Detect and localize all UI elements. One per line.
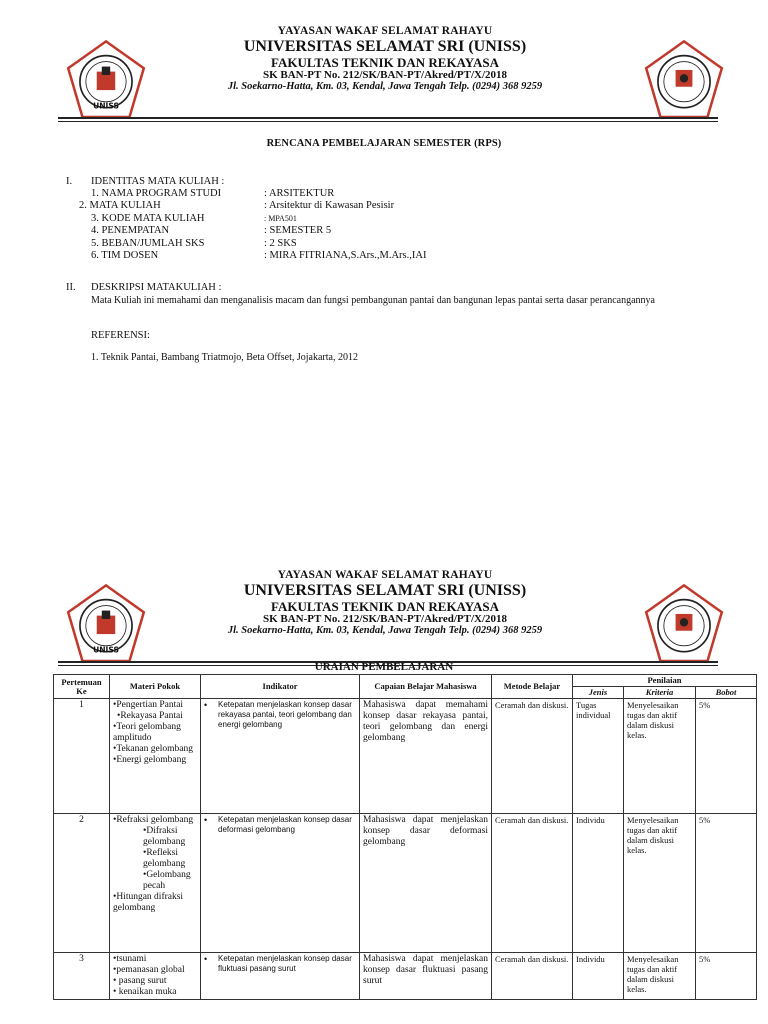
identity-label: 1. NAMA PROGRAM STUDI <box>91 188 222 199</box>
section-number: I. <box>66 176 73 187</box>
outcome-cell: Mahasiswa dapat menjelaskan konsep dasar deformasi gelombang <box>360 814 492 953</box>
identity-label: 4. PENEMPATAN <box>91 225 170 236</box>
bullet-icon: • <box>204 700 208 710</box>
identity-value: : MIRA FITRIANA,S.Ars.,M.Ars.,IAI <box>264 250 427 261</box>
section-heading: DESKRIPSI MATAKULIAH : <box>91 282 222 293</box>
topic-item: •Energi gelombang <box>113 755 187 765</box>
indicator-cell <box>201 814 360 953</box>
reference-item: 1. Teknik Pantai, Bambang Triatmojo, Beta Offset, Jojakarta, 2012 <box>91 352 358 363</box>
method-cell: Ceramah dan diskusi. <box>492 814 573 953</box>
bullet-icon: • <box>204 815 208 825</box>
header-meeting: Pertemuan Ke <box>54 675 110 699</box>
topic-item: •Refraksi gelombang <box>113 815 194 825</box>
topic-item: •tsunami <box>113 954 147 964</box>
outcome-cell: Mahasiswa dapat menjelaskan konsep dasar fluktuasi pasang surut <box>360 953 492 1000</box>
indicator-text: Ketepatan menjelaskan konsep dasar deformasi gelombang <box>218 815 352 834</box>
criteria-cell: Menyelesaikan tugas dan aktif dalam diskusi kelas. <box>624 953 696 1000</box>
header-method: Metode Belajar <box>492 675 573 699</box>
criteria-cell: Menyelesaikan tugas dan aktif dalam diskusi kelas. <box>624 699 696 814</box>
svg-text:UNISS: UNISS <box>93 645 119 655</box>
topic-item: •Difraksi gelombang <box>143 826 186 847</box>
type-cell: Individu <box>573 953 624 1000</box>
university-name: UNIVERSITAS SELAMAT SRI (UNISS) <box>243 581 527 599</box>
header-type: Jenis <box>573 687 624 699</box>
identity-value: : 2 SKS <box>264 238 297 249</box>
table-row <box>54 699 757 814</box>
identity-label: 6. TIM DOSEN <box>91 250 159 261</box>
identity-label: 3. KODE MATA KULIAH <box>91 213 205 224</box>
identity-value: : Arsitektur di Kawasan Pesisir <box>264 200 395 211</box>
letterhead <box>0 570 768 670</box>
identity-value: : SEMESTER 5 <box>264 225 332 236</box>
svg-text:UNISS: UNISS <box>93 101 119 111</box>
indicator-cell <box>201 699 360 814</box>
bullet-icon: • <box>204 954 208 964</box>
header-indicator: Indikator <box>201 675 360 699</box>
identity-row <box>91 188 691 200</box>
table-row <box>54 953 757 1000</box>
header-rule-thin <box>58 121 718 122</box>
topic-item: •Tekanan gelombang <box>113 744 193 754</box>
topic-item: • pasang surut <box>113 976 167 986</box>
weight-cell: 5% <box>696 953 757 1000</box>
type-cell: Individu <box>573 814 624 953</box>
university-logo <box>64 38 148 122</box>
identity-row <box>91 238 691 250</box>
header-topic: Materi Pokok <box>110 675 201 699</box>
topic-item: •Pengertian Pantai <box>113 700 184 710</box>
indicator-text: Ketepatan menjelaskan konsep dasar fluktuasi pasang surut <box>218 954 352 973</box>
header-outcome: Capaian Belajar Mahasiswa <box>360 675 492 699</box>
identity-label: 5. BEBAN/JUMLAH SKS <box>91 238 205 249</box>
identity-label: 2. MATA KULIAH <box>79 200 161 211</box>
topic-item: •Hitungan difraksi gelombang <box>113 892 184 913</box>
foundation-name: YAYASAN WAKAF SELAMAT RAHAYU <box>277 25 493 37</box>
table-title: URAIAN PEMBELAJARAN <box>314 661 454 673</box>
weight-cell: 5% <box>696 699 757 814</box>
topic-item: •pemanasan global <box>113 965 185 975</box>
identity-value: : ARSITEKTUR <box>264 188 335 199</box>
foundation-name: YAYASAN WAKAF SELAMAT RAHAYU <box>277 569 493 581</box>
topic-item: •Rekayasa Pantai <box>117 711 183 721</box>
header-assessment: Penilaian <box>573 675 757 687</box>
section-heading: IDENTITAS MATA KULIAH : <box>91 176 225 187</box>
identity-row <box>91 225 691 237</box>
indicator-cell <box>201 953 360 1000</box>
identity-row <box>91 213 691 225</box>
criteria-cell: Menyelesaikan tugas dan aktif dalam diskusi kelas. <box>624 814 696 953</box>
references-heading: REFERENSI: <box>91 330 150 341</box>
topic-cell <box>110 953 201 1000</box>
method-cell: Ceramah dan diskusi. <box>492 699 573 814</box>
course-description: Mata Kuliah ini memahami dan menganalisis macam dan fungsi pembangunan pantai dan bangunan lepas pantai serta dasar perancangannya <box>91 295 655 306</box>
method-cell: Ceramah dan diskusi. <box>492 953 573 1000</box>
topic-item: • kenaikan muka <box>113 987 177 997</box>
identity-row <box>79 200 691 212</box>
address-line: Jl. Soekarno-Hatta, Km. 03, Kendal, Jawa Tengah Telp. (0294) 368 9259 <box>227 80 543 92</box>
header-criteria: Kriteria <box>624 687 696 699</box>
document-title: RENCANA PEMBELAJARAN SEMESTER (RPS) <box>266 138 502 149</box>
indicator-text: Ketepatan menjelaskan konsep dasar rekayasa pantai, teori gelombang dan energi gelombang <box>218 700 352 729</box>
header-weight: Bobot <box>696 687 757 699</box>
meeting-number: 2 <box>54 814 110 953</box>
faculty-logo <box>642 38 726 122</box>
topic-cell <box>110 699 201 814</box>
learning-table <box>53 674 757 1000</box>
university-name: UNIVERSITAS SELAMAT SRI (UNISS) <box>243 37 527 55</box>
address-line: Jl. Soekarno-Hatta, Km. 03, Kendal, Jawa Tengah Telp. (0294) 368 9259 <box>227 624 543 636</box>
faculty-logo <box>642 582 726 666</box>
meeting-number: 1 <box>54 699 110 814</box>
identity-row <box>91 250 691 262</box>
meeting-number: 3 <box>54 953 110 1000</box>
topic-item: •Refleksi gelombang <box>143 848 186 869</box>
university-logo <box>64 582 148 666</box>
weight-cell: 5% <box>696 814 757 953</box>
identity-value: : MPA501 <box>264 214 297 223</box>
section-number: II. <box>66 282 76 293</box>
faculty-name: FAKULTAS TEKNIK DAN REKAYASA <box>271 54 499 70</box>
accreditation-number: SK BAN-PT No. 212/SK/BAN-PT/Akred/PT/X/2018 <box>262 68 508 81</box>
table-row <box>54 814 757 953</box>
letterhead <box>0 26 768 126</box>
type-cell: Tugas individual <box>573 699 624 814</box>
accreditation-number: SK BAN-PT No. 212/SK/BAN-PT/Akred/PT/X/2018 <box>262 612 508 625</box>
faculty-name: FAKULTAS TEKNIK DAN REKAYASA <box>271 598 499 614</box>
topic-item: •Gelombang pecah <box>143 870 191 891</box>
header-rule <box>58 117 718 119</box>
outcome-cell: Mahasiswa dapat memahami konsep dasar rekayasa pantai, teori gelombang dan energi gelombang <box>360 699 492 814</box>
topic-item: •Teori gelombang amplitudo <box>113 722 181 743</box>
topic-cell <box>110 814 201 953</box>
